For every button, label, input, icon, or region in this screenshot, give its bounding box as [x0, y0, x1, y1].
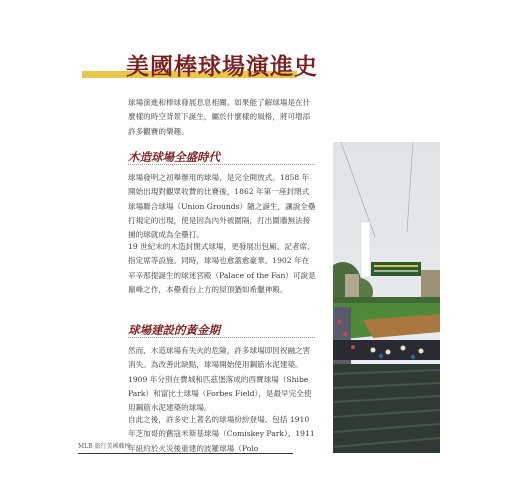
body-paragraph: 然而，木造球場有失火的危險，許多球場即因祝融之害消失。為改善此缺點，球場開始使用鋼筋水泥建築。1909 年分別在費城和匹茲堡落成的西寶球場（Shibe Park）和富比士球場（Forbes Field），是最早完全使用鋼筋水泥建築的球場。: [128, 346, 312, 413]
intro-paragraph: 球場演進和棒球發展息息相關。如果能了解球場是在什麼樣的時空背景下誕生，屬於什麼樣的風格，將可增添許多觀賽的樂趣。: [128, 98, 311, 136]
footer-rule: [78, 453, 293, 454]
section-divider: [128, 337, 315, 339]
section-heading-golden-age: 球場建設的黃金期: [128, 323, 220, 337]
ballpark-illustration: [333, 142, 440, 453]
ballpark-photo: [333, 142, 440, 453]
section-divider: [128, 164, 315, 166]
body-paragraph: 自此之後，許多史上著名的球場紛紛登場。包括 1910 年芝加哥的舊寇米斯基球場（Comiskey Park）、1911 年紐約於火災後重建的波羅球場（Polo: [128, 415, 315, 453]
footer-label: MLB 旅行美國職棒: [78, 443, 131, 450]
body-paragraph: 球場發明之初舉辦用的球場，是完全開放式。1858 年開始出現對觀眾收費的比賽後，1862 年第一座封閉式球場聯合球場（Union Grounds）隨之誕生，讓說全壘打規定的出現，使是因為內外被圍隔，打出圍牆無法接捕的球就成為全壘打。: [128, 173, 316, 240]
title-block: [82, 44, 318, 84]
section-heading-wooden-era: 木造球場全盛時代: [128, 150, 220, 164]
page-title: 美國棒球場演進史: [126, 53, 318, 80]
body-paragraph: 19 世紀末的木造封閉式球場，更發展出包廂、記者席、指定席等設施。同時，球場也愈蓋愈豪華。1902 年在辛辛那提誕生的球迷宮殿（Palace of the Fan）可說是巔峰之作，本壘看台上方的屋頂猶如希臘神殿。: [128, 242, 316, 294]
